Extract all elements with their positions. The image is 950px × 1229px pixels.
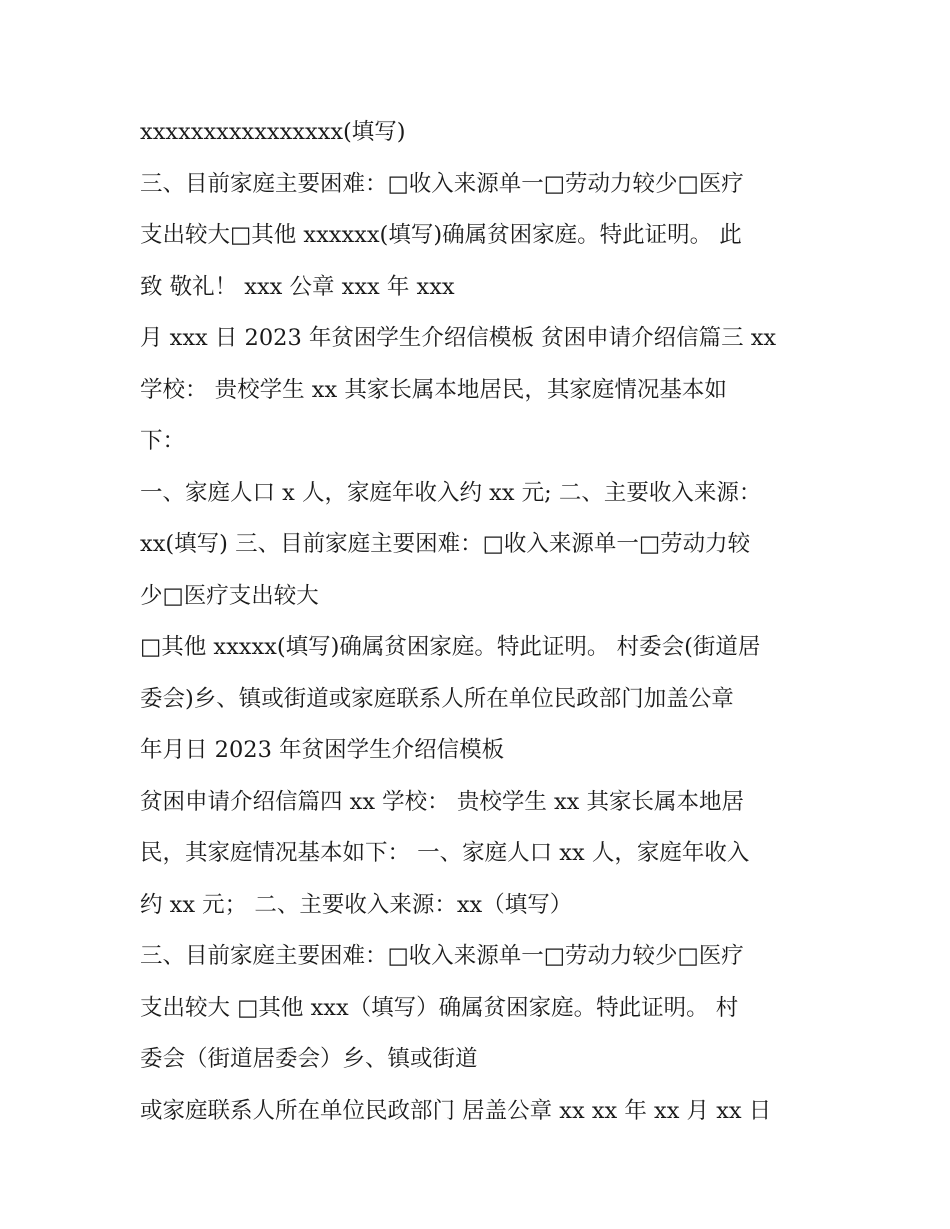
document-body (140, 107, 830, 1137)
text-line: 一、家庭人口 x 人，家庭年收入约 xx 元; 二、主要收入来源： (140, 479, 762, 506)
text-line: □其他 xxxxx(填写)确属贫困家庭。特此证明。 村委会(街道居 (140, 634, 761, 660)
text-line: 学校： 贵校学生 xx 其家长属本地居民，其家庭情况基本如 (140, 376, 727, 403)
text-line: 约 xx 元； 二、主要收入来源：xx（填写） (140, 891, 573, 918)
text-line: 月 xxx 日 2023 年贫困学生介绍信模板 贫困申请介绍信篇三 xx (140, 325, 777, 351)
text-line: 下： (140, 428, 186, 454)
text-line: 三、目前家庭主要困难：□收入来源单一□劳动力较少□医疗 (140, 943, 744, 969)
text-line: 致 敬礼！ xxx 公章 xxx 年 xxx (140, 273, 455, 300)
text-line: 少□医疗支出较大 (140, 582, 319, 609)
text-line: 三、目前家庭主要困难：□收入来源单一□劳动力较少□医疗 (140, 170, 744, 197)
text-line: 委会（街道居委会）乡、镇或街道 (140, 1046, 478, 1072)
text-line: 委会)乡、镇或街道或家庭联系人所在单位民政部门加盖公章 (140, 685, 734, 712)
text-line: 或家庭联系人所在单位民政部门 居盖公章 xx xx 年 xx 月 xx 日 (140, 1097, 772, 1124)
text-line: 支出较大 □其他 xxx（填写）确属贫困家庭。特此证明。 村 (140, 994, 739, 1021)
text-line: 年月日 2023 年贫困学生介绍信模板 (140, 737, 505, 763)
text-line: xx(填写) 三、目前家庭主要困难：□收入来源单一□劳动力较 (140, 531, 751, 557)
text-line: 支出较大□其他 xxxxxx(填写)确属贫困家庭。特此证明。 此 (140, 222, 742, 248)
text-line: 民，其家庭情况基本如下： 一、家庭人口 xx 人，家庭年收入 (140, 840, 750, 866)
text-line: xxxxxxxxxxxxxxxx(填写) (140, 119, 406, 145)
text-line: 贫困申请介绍信篇四 xx 学校： 贵校学生 xx 其家长属本地居 (140, 788, 745, 815)
